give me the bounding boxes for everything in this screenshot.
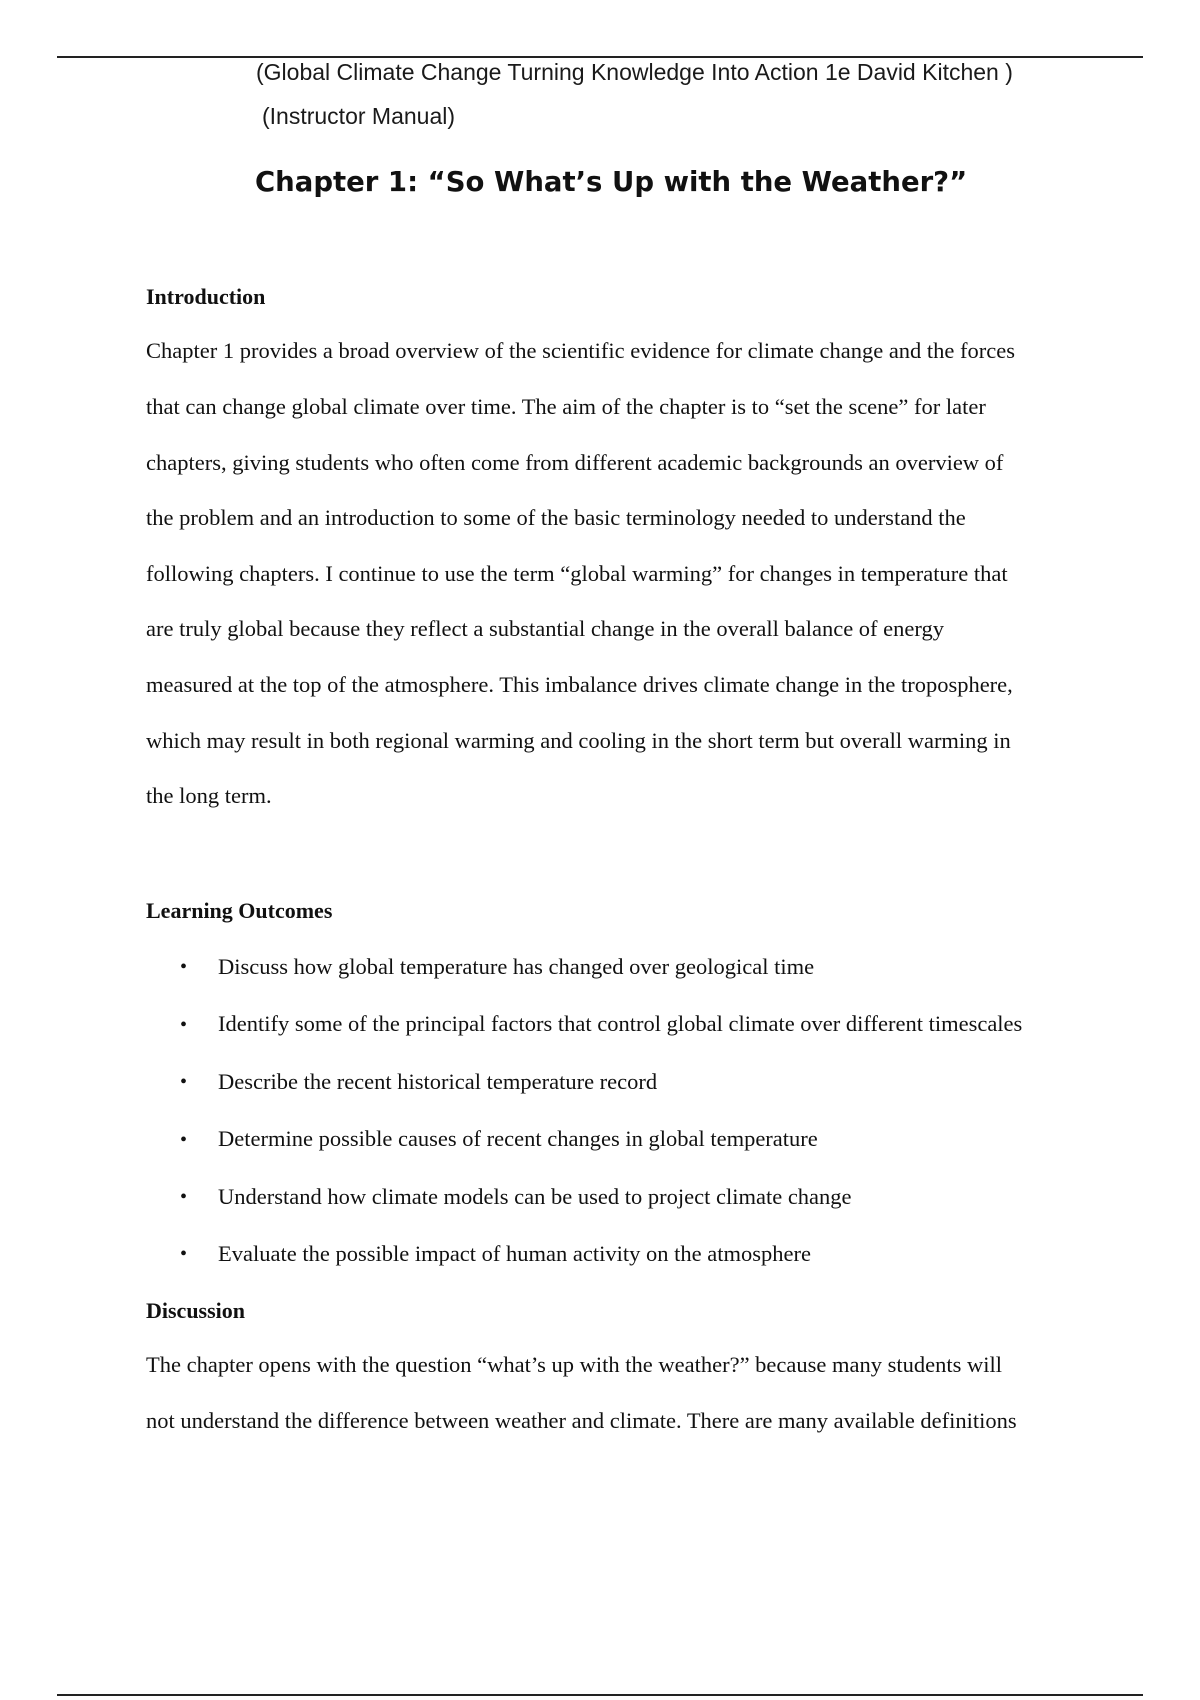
book-title-header: (Global Climate Change Turning Knowledge Into Action 1e David Kitchen )	[256, 59, 1013, 85]
introduction-line: chapters, giving students who often come from different academic backgrounds an overview of	[146, 450, 1004, 475]
introduction-heading: Introduction	[146, 284, 266, 309]
manual-type-header: (Instructor Manual)	[262, 103, 456, 129]
introduction-line: following chapters. I continue to use the term “global warming” for changes in temperature that	[146, 561, 1008, 586]
learning-outcome-item: Describe the recent historical temperature record	[218, 1069, 658, 1094]
header-rule	[57, 56, 1143, 58]
introduction-line: the long term.	[146, 783, 272, 808]
learning-outcome-item: Identify some of the principal factors that control global climate over different timescales	[218, 1011, 1023, 1036]
learning-outcome-item: Determine possible causes of recent changes in global temperature	[218, 1126, 818, 1151]
bullet-icon: •	[180, 1014, 188, 1036]
bullet-icon: •	[180, 1243, 188, 1265]
learning-outcome-item: Evaluate the possible impact of human activity on the atmosphere	[218, 1241, 811, 1266]
bullet-icon: •	[180, 1186, 188, 1208]
learning-outcomes-heading: Learning Outcomes	[146, 898, 333, 923]
learning-outcome-item: Understand how climate models can be used to project climate change	[218, 1184, 852, 1209]
footer-rule	[57, 1694, 1143, 1696]
introduction-line: measured at the top of the atmosphere. This imbalance drives climate change in the troposphere,	[146, 672, 1013, 697]
introduction-line: Chapter 1 provides a broad overview of the scientific evidence for climate change and the forces	[146, 338, 1016, 363]
introduction-line: that can change global climate over time. The aim of the chapter is to “set the scene” for later	[146, 394, 986, 419]
introduction-line: are truly global because they reflect a substantial change in the overall balance of energy	[146, 616, 944, 641]
discussion-line: not understand the difference between weather and climate. There are many available definitions	[146, 1408, 1017, 1433]
bullet-icon: •	[180, 1129, 188, 1151]
introduction-line: the problem and an introduction to some of the basic terminology needed to understand the	[146, 505, 966, 530]
introduction-line: which may result in both regional warming and cooling in the short term but overall warming in	[146, 728, 1011, 753]
chapter-title: Chapter 1: “So What’s Up with the Weather?”	[255, 166, 968, 198]
discussion-heading: Discussion	[146, 1298, 246, 1323]
discussion-line: The chapter opens with the question “what’s up with the weather?” because many students will	[146, 1352, 1002, 1377]
learning-outcome-item: Discuss how global temperature has changed over geological time	[218, 954, 815, 979]
bullet-icon: •	[180, 956, 188, 978]
bullet-icon: •	[180, 1071, 188, 1093]
